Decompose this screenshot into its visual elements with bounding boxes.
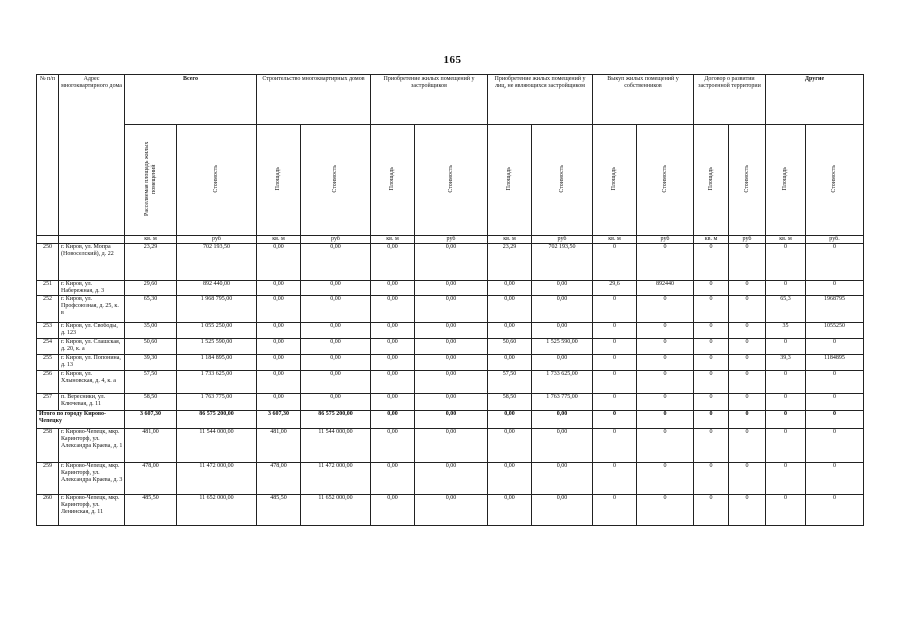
value-cell: 0	[593, 462, 637, 494]
subheader-cost	[301, 125, 371, 236]
value-cell: 0,00	[415, 370, 488, 393]
value-cell: 0,00	[301, 244, 371, 281]
subheader-cost	[177, 125, 257, 236]
header-sub-row	[37, 125, 864, 236]
units-cell: руб.	[806, 236, 864, 244]
value-cell: 11 652 000,00	[177, 494, 257, 525]
value-cell: 0,00	[301, 322, 371, 338]
value-cell: 0,00	[301, 281, 371, 296]
row-address: г. Киров, ул. Профсоюзная, д. 25, к. в	[59, 295, 125, 322]
table-row	[37, 338, 864, 354]
value-cell: 1184895	[806, 354, 864, 370]
value-cell: 0	[729, 244, 766, 281]
table-row	[37, 393, 864, 410]
value-cell: 0,00	[301, 295, 371, 322]
subheader-area-total-label: Расселяемая площадь жилых помещений	[143, 141, 157, 216]
value-cell: 0,00	[415, 244, 488, 281]
value-cell: 0	[694, 428, 729, 462]
value-cell: 0	[694, 322, 729, 338]
header-purchase-dev: Приобретение жилых помещений у застройщиков	[371, 75, 488, 125]
row-address: г. Кирово-Чепецк, мкр. Каринторф, ул. Александра Краева, д. 1	[59, 428, 125, 462]
row-address: г. Киров, ул. Хлыновская, д. 4, к. а	[59, 370, 125, 393]
value-cell: 86 575 200,00	[177, 410, 257, 428]
resettlement-table	[36, 74, 864, 526]
row-address: г. Киров, ул. Мопра (Новоселский), д. 22	[59, 244, 125, 281]
value-cell: 0,00	[257, 281, 301, 296]
value-cell: 65,3	[766, 295, 806, 322]
row-address: г. Кирово-Чепецк, мкр. Каринторф, ул. Ленинская, д. 11	[59, 494, 125, 525]
value-cell: 0	[766, 462, 806, 494]
header-address: Адрес многоквартирного дома	[59, 75, 125, 236]
units-cell: кв. м	[694, 236, 729, 244]
value-cell: 0,00	[532, 494, 593, 525]
value-cell: 0	[637, 410, 694, 428]
row-address: п. Вересники, ул. Ключевая, д. 11	[59, 393, 125, 410]
value-cell: 0	[766, 494, 806, 525]
table-row	[37, 494, 864, 525]
value-cell: 0,00	[532, 428, 593, 462]
value-cell: 0	[766, 338, 806, 354]
value-cell: 0	[766, 370, 806, 393]
value-cell: 29,60	[125, 281, 177, 296]
row-number: 257	[37, 393, 59, 410]
subheader-area	[371, 125, 415, 236]
row-number: 253	[37, 322, 59, 338]
value-cell: 0,00	[488, 281, 532, 296]
value-cell: 0,00	[415, 428, 488, 462]
value-cell: 1 525 590,00	[532, 338, 593, 354]
value-cell: 0	[694, 281, 729, 296]
value-cell: 35	[766, 322, 806, 338]
value-cell: 702 193,50	[532, 244, 593, 281]
value-cell: 0	[694, 410, 729, 428]
value-cell: 0	[694, 393, 729, 410]
subheader-label: Стоимость	[332, 164, 339, 193]
value-cell: 0	[766, 393, 806, 410]
value-cell: 0	[637, 244, 694, 281]
value-cell: 39,30	[125, 354, 177, 370]
value-cell: 0	[593, 244, 637, 281]
subheader-cost	[806, 125, 864, 236]
value-cell: 1055250	[806, 322, 864, 338]
value-cell: 0	[637, 393, 694, 410]
value-cell: 23,29	[125, 244, 177, 281]
table-total-row	[37, 410, 864, 428]
value-cell: 0	[806, 244, 864, 281]
subheader-label: Стоимость	[447, 164, 454, 193]
value-cell: 0	[593, 393, 637, 410]
value-cell: 0,00	[488, 410, 532, 428]
value-cell: 0,00	[488, 295, 532, 322]
value-cell: 1 184 895,00	[177, 354, 257, 370]
header-other: Другие	[766, 75, 864, 125]
value-cell: 0,00	[301, 370, 371, 393]
value-cell: 0	[806, 428, 864, 462]
value-cell: 0	[806, 462, 864, 494]
table-row	[37, 244, 864, 281]
units-cell: кв. м	[766, 236, 806, 244]
value-cell: 0	[637, 428, 694, 462]
row-number: 250	[37, 244, 59, 281]
value-cell: 0	[729, 354, 766, 370]
value-cell: 0	[766, 244, 806, 281]
units-cell	[37, 236, 59, 244]
value-cell: 11 544 000,00	[301, 428, 371, 462]
value-cell: 0	[694, 338, 729, 354]
row-number: 255	[37, 354, 59, 370]
value-cell: 0	[766, 281, 806, 296]
value-cell: 0	[637, 370, 694, 393]
value-cell: 0,00	[415, 295, 488, 322]
value-cell: 0	[637, 295, 694, 322]
row-address: г. Киров, ул. Свободы, д. 123	[59, 322, 125, 338]
row-address: г. Кирово-Чепецк, мкр. Каринторф, ул. Александра Краева, д. 3	[59, 462, 125, 494]
value-cell: 0,00	[257, 244, 301, 281]
subheader-label: Стоимость	[661, 164, 668, 193]
table-row	[37, 462, 864, 494]
subheader-cost	[532, 125, 593, 236]
header-num: № п/п	[37, 75, 59, 236]
page-number: 165	[443, 54, 462, 66]
value-cell: 0	[806, 370, 864, 393]
units-cell: руб	[301, 236, 371, 244]
value-cell: 0,00	[301, 338, 371, 354]
value-cell: 0	[593, 322, 637, 338]
subheader-label: Стоимость	[213, 164, 220, 193]
value-cell: 35,00	[125, 322, 177, 338]
value-cell: 0,00	[532, 322, 593, 338]
value-cell: 57,50	[125, 370, 177, 393]
value-cell: 0	[637, 338, 694, 354]
header-purchase-nondev: Приобретение жилых помещений у лиц, не являющихся застройщиком	[488, 75, 593, 125]
value-cell: 702 193,50	[177, 244, 257, 281]
value-cell: 0,00	[415, 281, 488, 296]
value-cell: 0,00	[371, 462, 415, 494]
value-cell: 485,50	[257, 494, 301, 525]
units-cell: кв. м	[125, 236, 177, 244]
table-row	[37, 428, 864, 462]
value-cell: 0,00	[371, 281, 415, 296]
value-cell: 0,00	[488, 428, 532, 462]
value-cell: 0,00	[415, 494, 488, 525]
value-cell: 11 652 000,00	[301, 494, 371, 525]
units-cell: кв. м	[257, 236, 301, 244]
subheader-label: Площадь	[275, 166, 282, 191]
row-number: 256	[37, 370, 59, 393]
subheader-area	[257, 125, 301, 236]
value-cell: 1 733 625,00	[177, 370, 257, 393]
value-cell: 0	[729, 338, 766, 354]
value-cell: 0,00	[371, 295, 415, 322]
units-cell: руб	[177, 236, 257, 244]
value-cell: 3 607,30	[125, 410, 177, 428]
value-cell: 65,30	[125, 295, 177, 322]
value-cell: 0,00	[257, 393, 301, 410]
value-cell: 0	[766, 410, 806, 428]
units-cell: руб	[532, 236, 593, 244]
value-cell: 0	[806, 281, 864, 296]
units-cell: руб	[637, 236, 694, 244]
value-cell: 0,00	[532, 354, 593, 370]
row-number: 258	[37, 428, 59, 462]
header-total: Всего	[125, 75, 257, 125]
units-cell: кв. м	[593, 236, 637, 244]
table-row	[37, 322, 864, 338]
value-cell: 0	[729, 322, 766, 338]
header-construction: Строительство многоквартирных домов	[257, 75, 371, 125]
value-cell: 0,00	[257, 354, 301, 370]
value-cell: 0	[694, 244, 729, 281]
subheader-label: Площадь	[611, 166, 618, 191]
value-cell: 0,00	[257, 338, 301, 354]
subheader-label: Площадь	[389, 166, 396, 191]
value-cell: 0	[729, 494, 766, 525]
value-cell: 0,00	[415, 322, 488, 338]
value-cell: 58,50	[125, 393, 177, 410]
subheader-label: Стоимость	[743, 164, 750, 193]
value-cell: 0	[766, 428, 806, 462]
value-cell: 0	[806, 494, 864, 525]
value-cell: 0,00	[371, 244, 415, 281]
value-cell: 0	[729, 410, 766, 428]
table-row	[37, 281, 864, 296]
value-cell: 0	[593, 370, 637, 393]
row-number: 252	[37, 295, 59, 322]
value-cell: 0,00	[532, 410, 593, 428]
value-cell: 0	[694, 295, 729, 322]
subheader-area-total	[125, 125, 177, 236]
units-cell	[59, 236, 125, 244]
value-cell: 0,00	[415, 338, 488, 354]
value-cell: 0,00	[488, 354, 532, 370]
subheader-label: Площадь	[506, 166, 513, 191]
value-cell: 0,00	[257, 295, 301, 322]
value-cell: 0	[637, 494, 694, 525]
value-cell: 0,00	[301, 393, 371, 410]
value-cell: 481,00	[125, 428, 177, 462]
value-cell: 0	[637, 322, 694, 338]
value-cell: 892 440,00	[177, 281, 257, 296]
value-cell: 892440	[637, 281, 694, 296]
value-cell: 0	[637, 462, 694, 494]
value-cell: 3 607,30	[257, 410, 301, 428]
units-cell: кв. м	[371, 236, 415, 244]
value-cell: 0	[694, 462, 729, 494]
units-row	[37, 236, 864, 244]
value-cell: 1 968 795,00	[177, 295, 257, 322]
value-cell: 478,00	[125, 462, 177, 494]
value-cell: 481,00	[257, 428, 301, 462]
value-cell: 0,00	[488, 494, 532, 525]
value-cell: 485,50	[125, 494, 177, 525]
value-cell: 0,00	[371, 428, 415, 462]
row-address: г. Киров, ул. Попонина, д. 13	[59, 354, 125, 370]
value-cell: 1 763 775,00	[177, 393, 257, 410]
subheader-label: Площадь	[707, 166, 714, 191]
subheader-label: Стоимость	[558, 164, 565, 193]
row-address: г. Киров, ул. Набережная, д. 3	[59, 281, 125, 296]
header-contract: Договор о развитии застроенной территории	[694, 75, 766, 125]
value-cell: 0	[729, 393, 766, 410]
value-cell: 0,00	[371, 354, 415, 370]
value-cell: 57,50	[488, 370, 532, 393]
subheader-cost	[415, 125, 488, 236]
value-cell: 1 525 590,00	[177, 338, 257, 354]
value-cell: 0	[694, 354, 729, 370]
value-cell: 0,00	[488, 322, 532, 338]
value-cell: 0	[729, 462, 766, 494]
value-cell: 0,00	[371, 393, 415, 410]
value-cell: 0,00	[488, 462, 532, 494]
value-cell: 0	[729, 281, 766, 296]
value-cell: 0,00	[371, 494, 415, 525]
value-cell: 0	[593, 428, 637, 462]
subheader-cost	[729, 125, 766, 236]
value-cell: 0,00	[257, 370, 301, 393]
subheader-area	[593, 125, 637, 236]
value-cell: 50,60	[488, 338, 532, 354]
header-group-row	[37, 75, 864, 125]
value-cell: 0,00	[371, 338, 415, 354]
value-cell: 0,00	[415, 462, 488, 494]
value-cell: 50,60	[125, 338, 177, 354]
value-cell: 0,00	[301, 354, 371, 370]
value-cell: 58,50	[488, 393, 532, 410]
value-cell: 0	[806, 393, 864, 410]
value-cell: 0,00	[371, 322, 415, 338]
value-cell: 29,6	[593, 281, 637, 296]
total-label: Итого по городу Кирово-Чепецку	[37, 410, 125, 428]
units-cell: руб	[415, 236, 488, 244]
value-cell: 11 544 000,00	[177, 428, 257, 462]
value-cell: 0,00	[415, 393, 488, 410]
value-cell: 39,3	[766, 354, 806, 370]
value-cell: 0	[593, 338, 637, 354]
value-cell: 0,00	[371, 370, 415, 393]
value-cell: 0,00	[532, 462, 593, 494]
table-row	[37, 354, 864, 370]
row-number: 259	[37, 462, 59, 494]
value-cell: 0	[806, 410, 864, 428]
units-cell: кв. м	[488, 236, 532, 244]
row-number: 251	[37, 281, 59, 296]
subheader-cost	[637, 125, 694, 236]
value-cell: 11 472 000,00	[177, 462, 257, 494]
value-cell: 0,00	[257, 322, 301, 338]
value-cell: 0	[806, 338, 864, 354]
value-cell: 86 575 200,00	[301, 410, 371, 428]
row-number: 254	[37, 338, 59, 354]
subheader-label: Площадь	[782, 166, 789, 191]
table-row	[37, 295, 864, 322]
value-cell: 23,29	[488, 244, 532, 281]
value-cell: 0	[593, 354, 637, 370]
value-cell: 0	[593, 494, 637, 525]
subheader-area	[694, 125, 729, 236]
value-cell: 0	[729, 428, 766, 462]
value-cell: 0,00	[532, 281, 593, 296]
value-cell: 0,00	[371, 410, 415, 428]
value-cell: 0,00	[415, 354, 488, 370]
value-cell: 1 763 775,00	[532, 393, 593, 410]
value-cell: 0,00	[532, 295, 593, 322]
value-cell: 0,00	[415, 410, 488, 428]
value-cell: 0	[637, 354, 694, 370]
row-number: 260	[37, 494, 59, 525]
subheader-label: Стоимость	[831, 164, 838, 193]
header-buyout: Выкуп жилых помещений у собственников	[593, 75, 694, 125]
value-cell: 1 733 625,00	[532, 370, 593, 393]
value-cell: 11 472 000,00	[301, 462, 371, 494]
table-body	[37, 244, 864, 526]
value-cell: 0	[694, 494, 729, 525]
units-cell: руб	[729, 236, 766, 244]
value-cell: 0	[694, 370, 729, 393]
row-address: г. Киров, ул. Слашская, д. 20, к. а	[59, 338, 125, 354]
table-row	[37, 370, 864, 393]
value-cell: 478,00	[257, 462, 301, 494]
value-cell: 0	[729, 295, 766, 322]
value-cell: 0	[593, 410, 637, 428]
value-cell: 0	[593, 295, 637, 322]
subheader-area	[766, 125, 806, 236]
value-cell: 1 055 250,00	[177, 322, 257, 338]
value-cell: 1968795	[806, 295, 864, 322]
subheader-area	[488, 125, 532, 236]
value-cell: 0	[729, 370, 766, 393]
